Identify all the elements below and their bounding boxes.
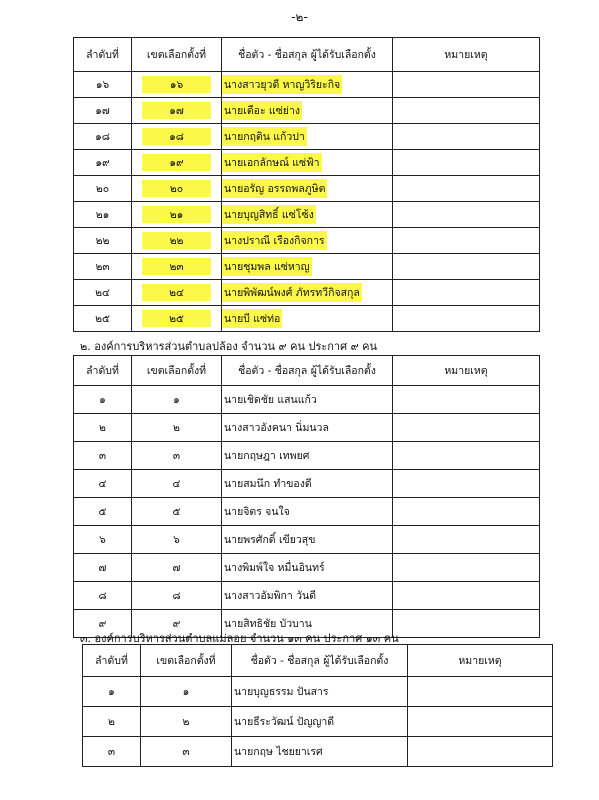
table-header-row — [74, 38, 540, 72]
row-no: ๗ — [74, 554, 132, 582]
zone-highlight: ๒๒ — [142, 232, 211, 249]
name-text: นางพิมพ์ใจ หมื่นอินทร์ — [224, 562, 325, 574]
table-row — [74, 470, 540, 498]
row-no: ๙ — [74, 610, 132, 638]
row-name — [222, 176, 393, 202]
name-highlight: นายอรัญ อรรถพลภูษิต — [222, 179, 327, 198]
table-row — [74, 306, 540, 332]
name-text: นายจิตร จนใจ — [224, 506, 290, 518]
table-row — [74, 442, 540, 470]
header-no: ลำดับที่ — [83, 645, 141, 677]
row-zone: ๓ — [141, 737, 232, 767]
table-row — [74, 228, 540, 254]
row-remark — [393, 498, 540, 526]
row-remark — [393, 526, 540, 554]
name-highlight: นายบุญสิทธิ์ แซ่โซ้ง — [222, 205, 316, 224]
row-name — [222, 228, 393, 254]
row-zone — [132, 254, 222, 280]
name-highlight: นายพิพัฒน์พงศ์ ภัทรทวีกิจสกุล — [222, 283, 362, 302]
row-name — [222, 526, 393, 554]
name-highlight: นายบี แซ่ท่อ — [222, 309, 282, 328]
table-header-row — [83, 645, 553, 677]
row-name — [232, 707, 408, 737]
row-zone — [132, 150, 222, 176]
row-remark — [393, 306, 540, 332]
zone-highlight: ๑๗ — [142, 102, 211, 119]
zone-highlight: ๒๔ — [142, 284, 211, 301]
header-zone: เขตเลือกตั้งที่ — [132, 356, 222, 386]
row-remark — [393, 72, 540, 98]
row-zone: ๒ — [132, 414, 222, 442]
row-zone: ๖ — [132, 526, 222, 554]
table-row — [74, 98, 540, 124]
row-no: ๘ — [74, 582, 132, 610]
header-name: ชื่อตัว - ชื่อสกุล ผู้ได้รับเลือกตั้ง — [222, 356, 393, 386]
table-row — [83, 707, 553, 737]
row-name — [222, 72, 393, 98]
row-no: ๖ — [74, 526, 132, 554]
row-name — [222, 306, 393, 332]
row-remark — [393, 554, 540, 582]
row-name — [222, 254, 393, 280]
row-name — [232, 677, 408, 707]
row-zone: ๑ — [141, 677, 232, 707]
row-no: ๒๔ — [74, 280, 132, 306]
row-zone — [132, 306, 222, 332]
table-row — [74, 498, 540, 526]
row-zone — [132, 72, 222, 98]
name-highlight: นายกฤติน แก้วปา — [222, 127, 307, 146]
row-name — [222, 124, 393, 150]
row-remark — [393, 442, 540, 470]
name-text: นายธีระวัฒน์ ปัญญาดี — [234, 716, 335, 728]
table-row — [74, 414, 540, 442]
row-remark — [393, 610, 540, 638]
name-highlight: นายชุมพล แซ่หาญ — [222, 257, 312, 276]
row-remark — [393, 254, 540, 280]
name-text: นางสาวอังคนา นิ่มนวล — [224, 422, 329, 434]
section-heading-2: ๒. องค์การบริหารส่วนตำบลปล้อง จำนวน ๙ คน ประกาศ ๙ คน — [80, 340, 378, 353]
row-no: ๔ — [74, 470, 132, 498]
row-no: ๒๒ — [74, 228, 132, 254]
name-text: นางสาวอัมพิกา วันดี — [224, 590, 317, 602]
row-zone — [132, 202, 222, 228]
header-no: ลำดับที่ — [74, 38, 132, 72]
name-text: นายสิทธิชัย บัวบาน — [224, 618, 312, 630]
name-highlight: นายเอกลักษณ์ แซ่ฟ้า — [222, 153, 322, 172]
name-text: นายบุญธรรม ปันสาร — [234, 686, 329, 698]
row-remark — [393, 202, 540, 228]
name-text: นายพรศักดิ์ เขียวสุข — [224, 534, 316, 546]
row-no: ๑๙ — [74, 150, 132, 176]
row-no: ๕ — [74, 498, 132, 526]
row-remark — [393, 280, 540, 306]
row-name — [222, 202, 393, 228]
name-highlight: นายเตือะ แซ่ย่าง — [222, 101, 302, 120]
row-no: ๑๗ — [74, 98, 132, 124]
row-name — [222, 582, 393, 610]
row-remark — [393, 98, 540, 124]
row-zone: ๑ — [132, 386, 222, 414]
row-remark — [393, 124, 540, 150]
row-zone: ๔ — [132, 470, 222, 498]
row-no: ๒๕ — [74, 306, 132, 332]
header-name: ชื่อตัว - ชื่อสกุล ผู้ได้รับเลือกตั้ง — [232, 645, 408, 677]
row-no: ๒๑ — [74, 202, 132, 228]
name-highlight: นางปราณี เรืองกิจการ — [222, 231, 327, 250]
row-zone — [132, 280, 222, 306]
row-name — [222, 280, 393, 306]
row-remark — [393, 228, 540, 254]
row-name — [232, 737, 408, 767]
row-name — [222, 470, 393, 498]
table-row — [74, 254, 540, 280]
row-no: ๑ — [83, 677, 141, 707]
zone-highlight: ๑๙ — [142, 154, 211, 171]
table-section-2 — [73, 355, 540, 638]
table-row — [74, 386, 540, 414]
row-name — [222, 442, 393, 470]
table-row — [74, 150, 540, 176]
row-no: ๑ — [74, 386, 132, 414]
row-remark — [393, 414, 540, 442]
header-zone: เขตเลือกตั้งที่ — [132, 38, 222, 72]
row-name — [222, 386, 393, 414]
header-remark: หมายเหตุ — [393, 356, 540, 386]
row-zone: ๘ — [132, 582, 222, 610]
row-zone — [132, 124, 222, 150]
row-name — [222, 150, 393, 176]
table-row — [83, 737, 553, 767]
name-text: นายกฤษฎา เทพยศ — [224, 450, 310, 462]
zone-highlight: ๑๖ — [142, 76, 211, 93]
table-row — [74, 526, 540, 554]
name-text: นายเชิดชัย แสนแก้ว — [224, 394, 317, 406]
table-section-3 — [82, 644, 553, 767]
zone-highlight: ๑๘ — [142, 128, 211, 145]
zone-highlight: ๒๑ — [142, 206, 211, 223]
zone-highlight: ๒๓ — [142, 258, 211, 275]
row-remark — [393, 582, 540, 610]
row-remark — [393, 150, 540, 176]
row-no: ๒ — [83, 707, 141, 737]
row-no: ๑๘ — [74, 124, 132, 150]
header-name: ชื่อตัว - ชื่อสกุล ผู้ได้รับเลือกตั้ง — [222, 38, 393, 72]
table-row — [74, 582, 540, 610]
table-row — [83, 677, 553, 707]
row-name — [222, 498, 393, 526]
table-row — [74, 124, 540, 150]
row-remark — [408, 677, 553, 707]
name-text: นายกฤษ ไชยยาเรศ — [234, 746, 323, 758]
table-continued — [73, 37, 540, 332]
header-zone: เขตเลือกตั้งที่ — [141, 645, 232, 677]
table-row — [74, 202, 540, 228]
row-no: ๑๖ — [74, 72, 132, 98]
table-row — [74, 280, 540, 306]
row-zone: ๙ — [132, 610, 222, 638]
row-remark — [408, 737, 553, 767]
row-zone: ๓ — [132, 442, 222, 470]
row-name — [222, 414, 393, 442]
row-name — [222, 554, 393, 582]
row-remark — [393, 386, 540, 414]
row-no: ๒๐ — [74, 176, 132, 202]
row-no: ๓ — [83, 737, 141, 767]
row-remark — [393, 470, 540, 498]
zone-highlight: ๒๐ — [142, 180, 211, 197]
row-zone — [132, 176, 222, 202]
row-remark — [408, 707, 553, 737]
header-no: ลำดับที่ — [74, 356, 132, 386]
page-number: -๒- — [291, 10, 308, 24]
row-name — [222, 98, 393, 124]
row-zone: ๗ — [132, 554, 222, 582]
row-no: ๒๓ — [74, 254, 132, 280]
table-row — [74, 176, 540, 202]
row-remark — [393, 176, 540, 202]
row-zone — [132, 98, 222, 124]
section-heading-3: ๓. องค์การบริหารส่วนตำบลแม่ลอย จำนวน ๑๓ คน ประกาศ ๑๓ คน — [80, 632, 399, 645]
table-row — [74, 554, 540, 582]
table-header-row — [74, 356, 540, 386]
row-no: ๒ — [74, 414, 132, 442]
row-zone: ๕ — [132, 498, 222, 526]
name-highlight: นางสาวยุวดี หาญวิริยะกิจ — [222, 75, 342, 94]
row-no: ๓ — [74, 442, 132, 470]
header-remark: หมายเหตุ — [393, 38, 540, 72]
zone-highlight: ๒๕ — [142, 310, 211, 327]
name-text: นายสมนึก ทำของดี — [224, 478, 312, 490]
row-zone: ๒ — [141, 707, 232, 737]
header-remark: หมายเหตุ — [408, 645, 553, 677]
row-zone — [132, 228, 222, 254]
table-row — [74, 72, 540, 98]
